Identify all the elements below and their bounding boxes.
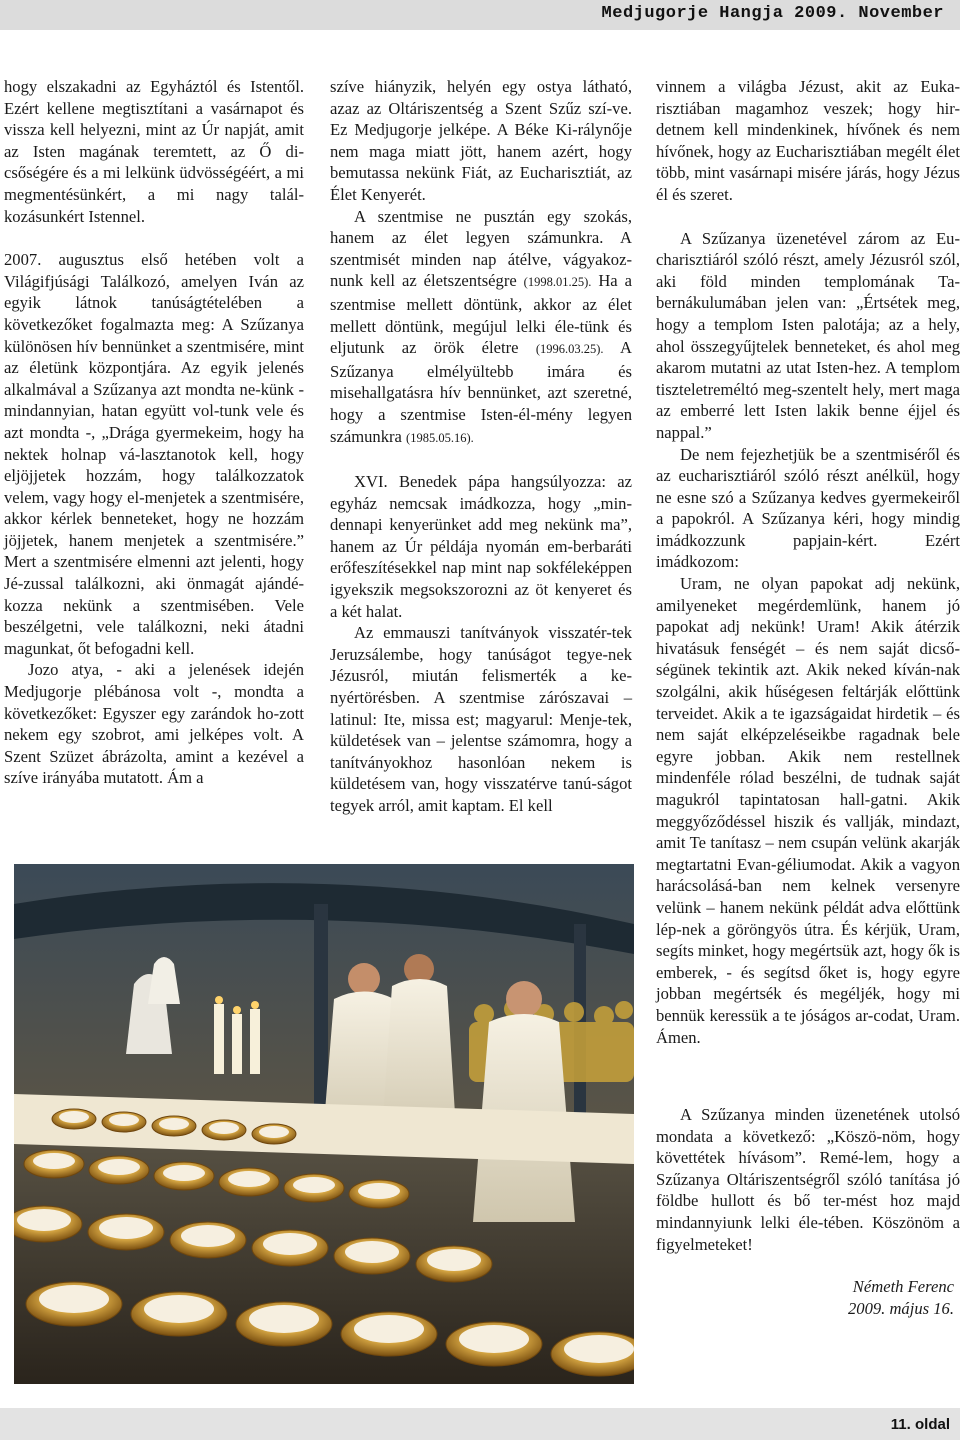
text-run: Ha a szentmise mellett döntünk, akkor az élet mellett döntünk, megújul lelki éle-tünk és eljutunk az örök életre: [330, 271, 632, 358]
header-bar: [0, 0, 960, 30]
signature: [848, 1276, 954, 1320]
page-number: 11. oldal: [890, 1416, 950, 1433]
signature-date: 2009. május 16.: [847, 1299, 954, 1318]
text-run: A Szűzanya elmélyültebb imára és misehallgatásra hív bennünket, azt szeretné, hogy a szentmise Isten-él-mény legyen számunkra: [330, 338, 633, 446]
paragraph: vinnem a világba Jézust, akit az Euka-risztiában magamhoz veszek; hogy hir-detnem kell mindenkinek, hívőnek és nem hívőnek, hogy az Eucharisztiában megélt élet több, mint vasárnapi misére járás, hogy Jézus él és szeret.: [656, 77, 960, 204]
paragraph: A Szűzanya üzenetével zárom az Eu-charisztiáról szóló részt, amely Jézusról szól, aki föld minden templomának Ta-bernákulumában jelen van: „Értsétek meg, hogy a templom Isten palotája; az a hely, ahol összegyűjtelek benneteket, és ahol meg akarom mutatni az utat Isten-hez. A templom tiszteletreméltó meg-szentelt hely, mert maga az emberré lett Isten lakik benne éjjel és nappal.”: [656, 228, 960, 442]
footer-bar: [0, 1408, 960, 1440]
paragraph: Jozo atya, - aki a jelenések idején Medjugorje plébánosa volt -, mondta a következőket: Egyszer egy zarándok ho-zott nekem egy szobrot, ami jelképes volt. A Szent Szüzet ábrázolta, amint a kezével a szíve irányába mutatott. Ám a: [4, 660, 304, 788]
paragraph-with-dates: [330, 206, 632, 450]
paragraph: De nem fejezhetjük be a szentmiséről és az eucharisztiáról szóló részt anélkül, hogy ne esne szó a Szűzanya kedves gyermekeiről a papokról. A Szűzanya kéri, hogy mindig imádkozzunk papjain-kért. Ezért imádkozom:: [656, 444, 960, 572]
paragraph: hogy elszakadni az Egyháztól és Istentől. Ezért kellene megtisztítani a vasárnapot és vissza kell helyezni, mint az Úr napját, amit az Isten magának teremtett, az Ő di-csőségére és a mi lelkünk üdvösségéért, a mi megmentésünkért, a mi nagy talál-kozásunkért Istennel.: [4, 77, 304, 226]
date-ref: (1998.01.25).: [523, 275, 592, 290]
prayer-paragraph: Uram, ne olyan papokat adj nekünk, amilyeneket megérdemlünk, hanem jó papokat adj nekünk! Uram! Akik átérzik hivatásuk fenségét – és nem saját dicső-ségünek tekintik azt. Akik neked kíván-nak szolgálni, akik hűségesen feltárják előttünk terveidet. Akik a te igazságaidat hirdetik – és nem saját elképzeléseikbe ragadnak bele egyre jobban. Akik nem restellnek mindenféle rólad beszélni, de tudnak saját magukról tapintatosan hall-gatni. Akik meggyőződéssel hiszik és vallják, mindazt, amit Te tanítasz – nem csupán velünk akarják megtartatni Evan-géliumodat. Akik a vagyon harácsolásá-ban nem kelnek versenyre velünk – hanem nekünk példát adva előttünk lép-nek a göröngyös útra. És kérjük, Uram, segíts minket, hogy megértsük azt, hogy ők is emberek, - és segítsd őket is, hogy egyre jobban megértsék és megéljék, hogy mi bennük keressük a te jóságos ar-codat, Uram. Ámen.: [656, 574, 960, 1047]
text-run: A szentmise ne pusztán egy szokás, hanem az élet legyen számunkra. A szentmisét minden nap átélve, vágyakoz-nunk kell az életszentségre: [330, 206, 632, 291]
paragraph: A Szűzanya minden üzenetének utolsó mondata a következő: „Köszö-nöm, hogy követtétek hívásom”. Remé-lem, hogy a Szűzanya Oltáriszentségről szóló tanítása jó földbe hullott és bő ter-mést hoz majd mindannyiunk lelki éle-tében. Köszönöm a figyelmeteket!: [656, 1105, 960, 1254]
closing-paragraph-block: [656, 1104, 960, 1255]
running-header: Medjugorje Hangja 2009. November: [601, 4, 944, 23]
paragraph: XVI. Benedek pápa hangsúlyozza: az egyház nemcsak imádkozza, hogy „min-dennapi kenyerünket add meg nekünk ma”, hanem az Úr példája nyomán em-berbaráti erőfeszítésekkel nap mint nap sokféleképpen igyekszik megsokszorozni az öt kenyeret és a két halat.: [330, 472, 632, 621]
mass-photo: [14, 864, 634, 1384]
column-2: [330, 76, 632, 817]
photo-illustration: [14, 864, 634, 1384]
date-ref: (1985.05.16).: [406, 430, 474, 445]
paragraph: szíve hiányzik, helyén egy ostya látható, azaz az Oltáriszentség a Szent Szűz szí-ve. Ez Medjugorje jelképe. A Béke Ki-rálynője nem maga miatt jött, hanem azért, hogy bemutassa nekünk Fiát, az Eucharisztiát, az Élet Kenyerét.: [330, 77, 632, 204]
paragraph: 2007. augusztus első hetében volt a Világifjúsági Találkozó, amelyen Iván az egyik látnok tanúságtételében a következőket fogalmazta meg: A Szűzanya különösen hív bennünket a szentmisére, mint az életünk központjára. Az egyik jelenés alkalmával a Szűzanya azt mondta ne-künk - mindannyian, hatan együtt vol-tunk vele és azt mondta -, „Drága gyermekeim, hogy ha nektek holnap vá-lasztanotok kell, hogy eljöjjetek hozzám, hogy találkozzatok velem, vagy hogy el-menjetek a szentmisére, akkor kérlek benneteket, hogy ne hozzám jöjjetek, hanem menjetek a szentmisére.” Mert a szentmisére elmenni azt jelenti, hogy Jé-zussal találkozni, aki önmagát ajándé-kozza nekünk a szentmisében. Vele beszélgetni, vele találkozni, neki átadni magunkat, őt befogadni kell.: [4, 250, 304, 658]
date-ref: (1996.03.25).: [535, 342, 604, 357]
author-name: Németh Ferenc: [852, 1277, 954, 1296]
column-1: [4, 76, 304, 789]
column-3: [656, 76, 960, 1048]
paragraph: Az emmauszi tanítványok visszatér-tek Jeruzsálembe, hogy tanúságot tegye-nek Jézusról, miután felismerték a ke-nyértörésben. A szentmise zárószavai – latinul: Ite, missa est; magyarul: Menje-tek, küldetések van – jelentse számomra, hogy a tanítványokhoz hasonlóan nekem is küldetésem van, hogy visszatérve tanú-ságot tegyek arról, amit kaptam. El kell: [330, 623, 632, 815]
